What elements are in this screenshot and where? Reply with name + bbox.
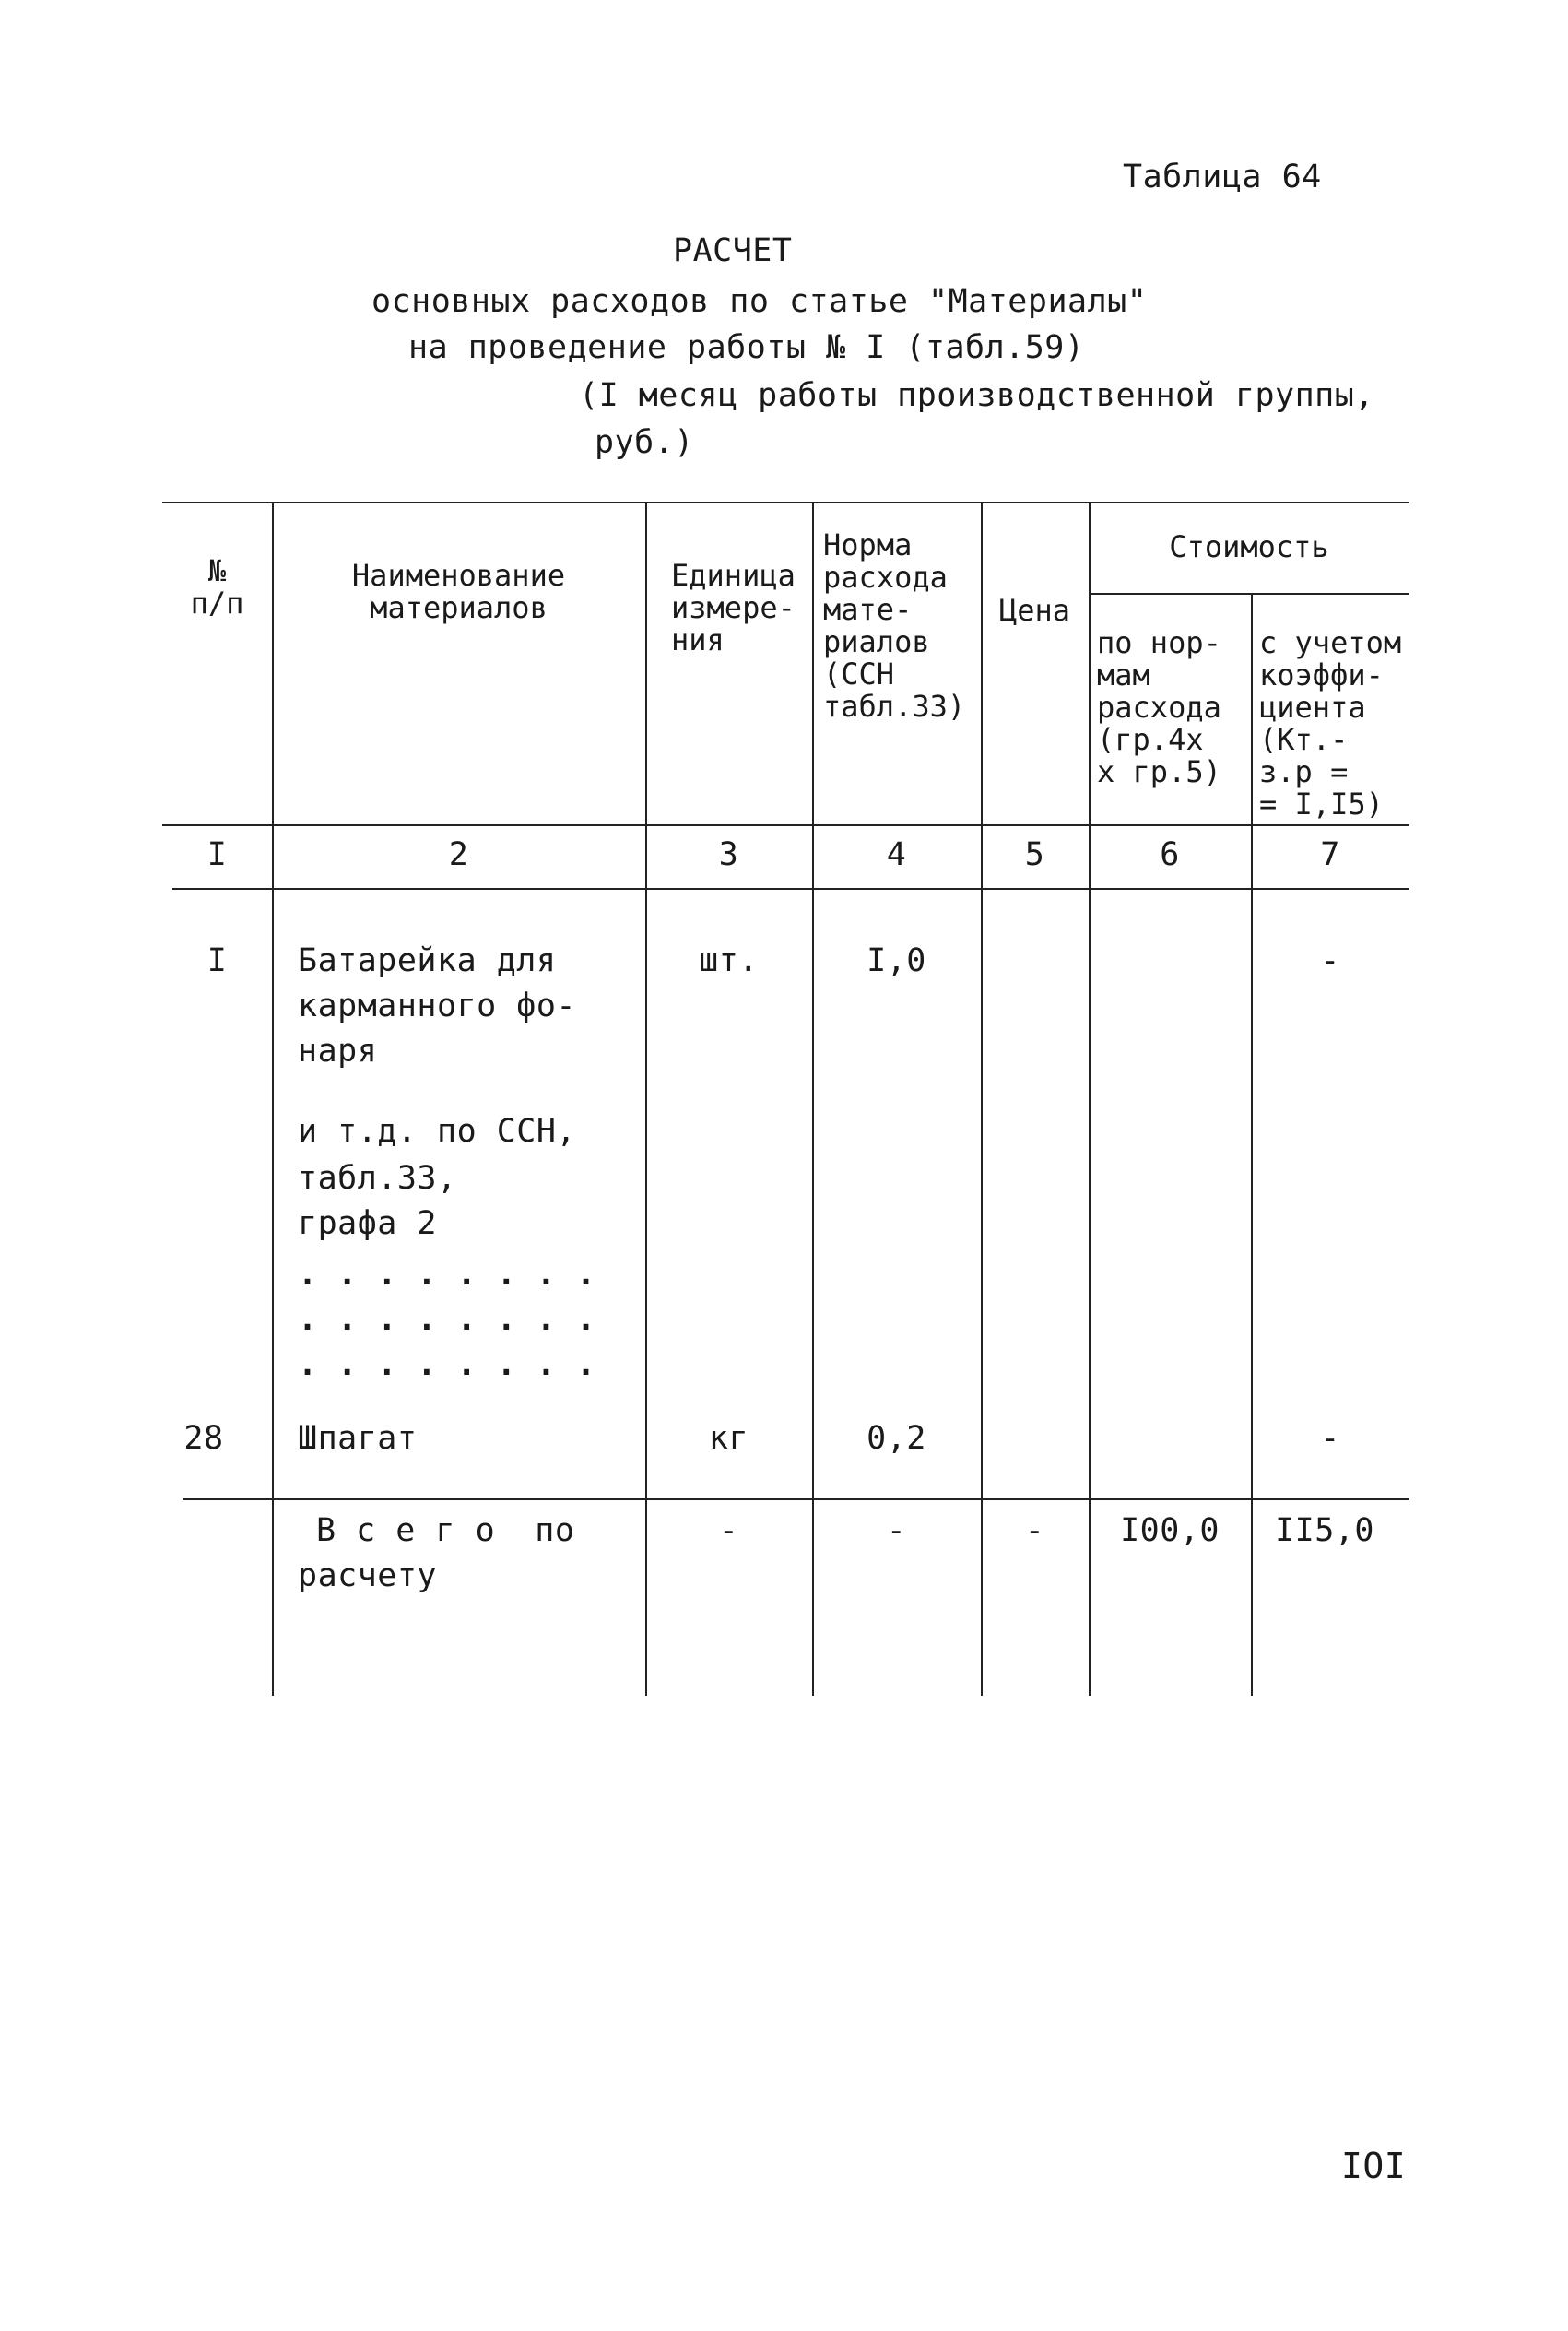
row1-name-line3: наря xyxy=(298,1033,378,1070)
row1-coef: - xyxy=(1320,942,1340,979)
colnum-1: I xyxy=(206,836,228,873)
colnum-3: 3 xyxy=(718,836,739,873)
row1-unit: шт. xyxy=(699,942,759,979)
header-cost-group: Стоимость xyxy=(1169,529,1329,564)
dots-line2: . . . . . . . . xyxy=(298,1301,596,1338)
colnum-4: 4 xyxy=(886,836,907,873)
row1-num: I xyxy=(206,942,228,979)
colnum-7: 7 xyxy=(1320,836,1340,873)
colnum-5: 5 xyxy=(1024,836,1045,873)
doc-subtitle-line1: основных расходов по статье "Материалы" xyxy=(371,283,1148,320)
table-label: Таблица 64 xyxy=(1123,159,1322,195)
header-norm: Норма расхода мате- риалов (ССН табл.33) xyxy=(823,527,966,724)
header-cost-norm: по нор- мам расхода (гр.4х х гр.5) xyxy=(1097,625,1221,789)
header-num: № п/п xyxy=(190,553,244,621)
doc-subtitle-line3: (I месяц работы производственной группы, xyxy=(579,377,1374,414)
note-line1: и т.д. по ССН, xyxy=(298,1113,577,1150)
header-cost-coef: с учетом коэффи- циента (Кт.- з.р = = I,I5) xyxy=(1259,625,1402,822)
row28-coef: - xyxy=(1320,1420,1340,1457)
row28-num: 28 xyxy=(183,1420,224,1457)
row1-name-line1: Батарейка для xyxy=(298,942,557,979)
header-price: Цена xyxy=(998,593,1071,628)
header-unit: Единица измере- ния xyxy=(671,558,796,657)
total-unit: - xyxy=(718,1512,739,1549)
doc-subtitle-line2: на проведение работы № I (табл.59) xyxy=(408,329,1085,366)
dots-line1: . . . . . . . . xyxy=(298,1256,596,1293)
page-number: IOI xyxy=(1341,2146,1407,2186)
total-price: - xyxy=(1024,1512,1045,1549)
header-name: Наименование материалов xyxy=(351,558,566,625)
total-cost-norm: I00,0 xyxy=(1120,1512,1220,1549)
row28-name: Шпагат xyxy=(298,1420,418,1457)
row28-norm: 0,2 xyxy=(867,1420,926,1457)
row28-unit: кг xyxy=(708,1420,749,1457)
dots-line3: . . . . . . . . xyxy=(298,1346,596,1383)
doc-heading: РАСЧЕТ xyxy=(673,232,793,269)
total-cost-coef: II5,0 xyxy=(1275,1512,1374,1549)
row1-norm: I,0 xyxy=(867,942,926,979)
note-line2: табл.33, xyxy=(298,1160,457,1197)
total-norm: - xyxy=(886,1512,907,1549)
doc-subtitle-line4: руб.) xyxy=(595,424,694,461)
total-label-line2: расчету xyxy=(298,1557,438,1594)
total-label-line1: В с е г о по xyxy=(316,1512,575,1549)
note-line3: графа 2 xyxy=(298,1205,438,1242)
colnum-2: 2 xyxy=(448,836,469,873)
row1-name-line2: карманного фо- xyxy=(298,988,577,1024)
colnum-6: 6 xyxy=(1160,836,1180,873)
